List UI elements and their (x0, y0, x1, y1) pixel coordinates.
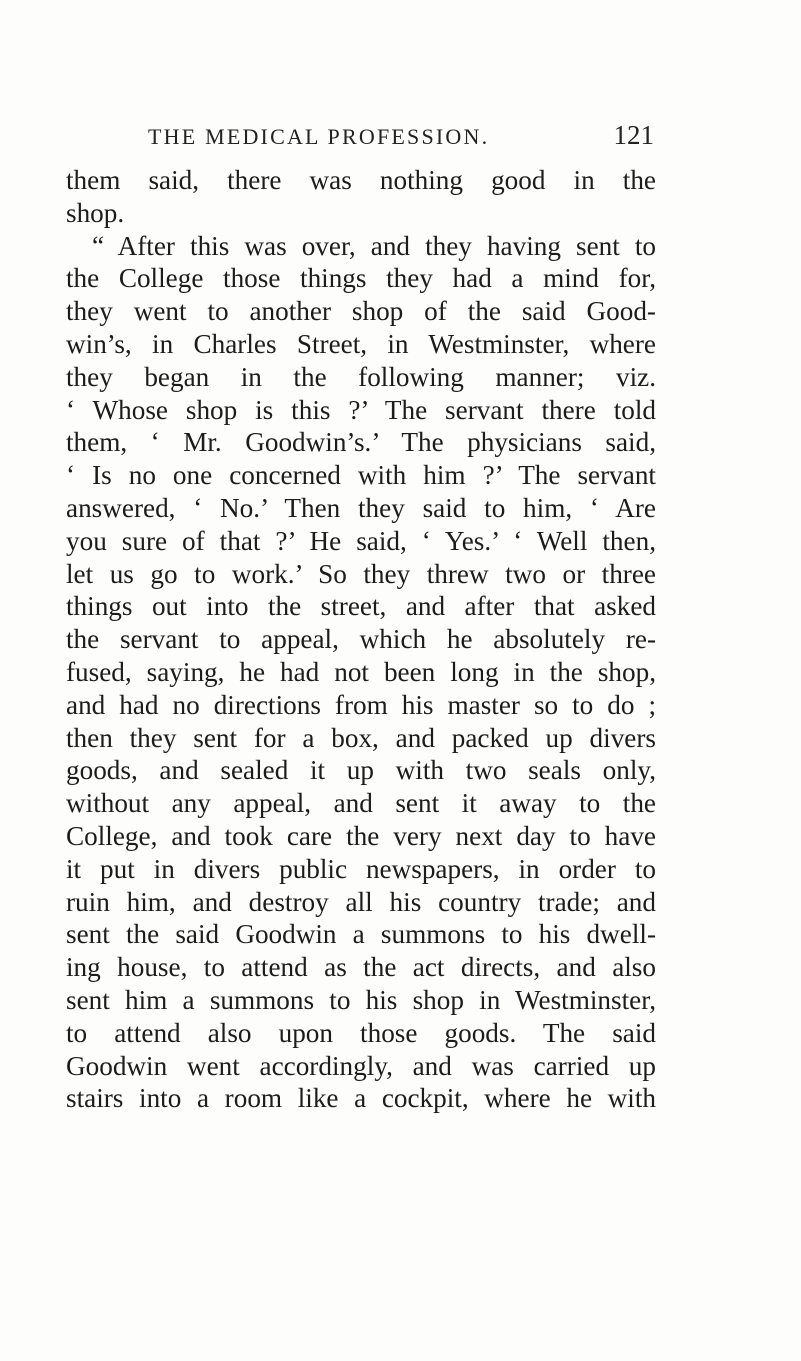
text-line: sent him a summons to his shop in Westminster, (66, 984, 656, 1015)
text-line: ing house, to attend as the act directs, and also (66, 952, 656, 983)
text-line: it put in divers public newspapers, in order to (66, 853, 656, 884)
text-line: goods, and sealed it up with two seals only, (66, 755, 656, 786)
text-line: win’s, in Charles Street, in Westminster, where (66, 328, 656, 359)
text-line: ‘ Whose shop is this ?’ The servant there told (66, 394, 656, 425)
text-line: and had no directions from his master so to do ; (66, 689, 656, 720)
text-line: sent the said Goodwin a summons to his dwell- (66, 919, 656, 950)
text-line: “ After this was over, and they having sent to (92, 230, 656, 261)
text-line: they began in the following manner; viz. (66, 361, 656, 392)
text-line: shop. (66, 197, 125, 228)
text-line: answered, ‘ No.’ Then they said to him, ‘ Are (66, 492, 656, 523)
text-line: College, and took care the very next day to have (66, 820, 656, 851)
text-line: things out into the street, and after that asked (66, 591, 656, 622)
text-line: to attend also upon those goods. The said (66, 1017, 656, 1048)
body-text (66, 164, 656, 1115)
running-title: THE MEDICAL PROFESSION. (148, 124, 490, 149)
text-line: they went to another shop of the said Good- (66, 296, 656, 327)
text-line: Goodwin went accordingly, and was carried up (66, 1050, 656, 1081)
text-line: you sure of that ?’ He said, ‘ Yes.’ ‘ Well then, (66, 525, 656, 556)
text-line: them said, there was nothing good in the (66, 165, 656, 195)
text-line: then they sent for a box, and packed up divers (66, 722, 656, 753)
text-line: them, ‘ Mr. Goodwin’s.’ The physicians said, (66, 427, 656, 458)
running-head (148, 120, 654, 164)
page-number: 121 (613, 120, 654, 150)
text-line: stairs into a room like a cockpit, where he with (66, 1083, 656, 1114)
text-line: the servant to appeal, which he absolutely re- (66, 624, 656, 655)
text-line: ruin him, and destroy all his country trade; and (66, 886, 656, 917)
text-line: the College those things they had a mind for, (66, 263, 656, 294)
text-line: let us go to work.’ So they threw two or three (66, 558, 656, 589)
text-line: fused, saying, he had not been long in the shop, (66, 656, 656, 687)
text-line: without any appeal, and sent it away to the (66, 788, 656, 819)
text-line: ‘ Is no one concerned with him ?’ The servant (66, 460, 656, 491)
